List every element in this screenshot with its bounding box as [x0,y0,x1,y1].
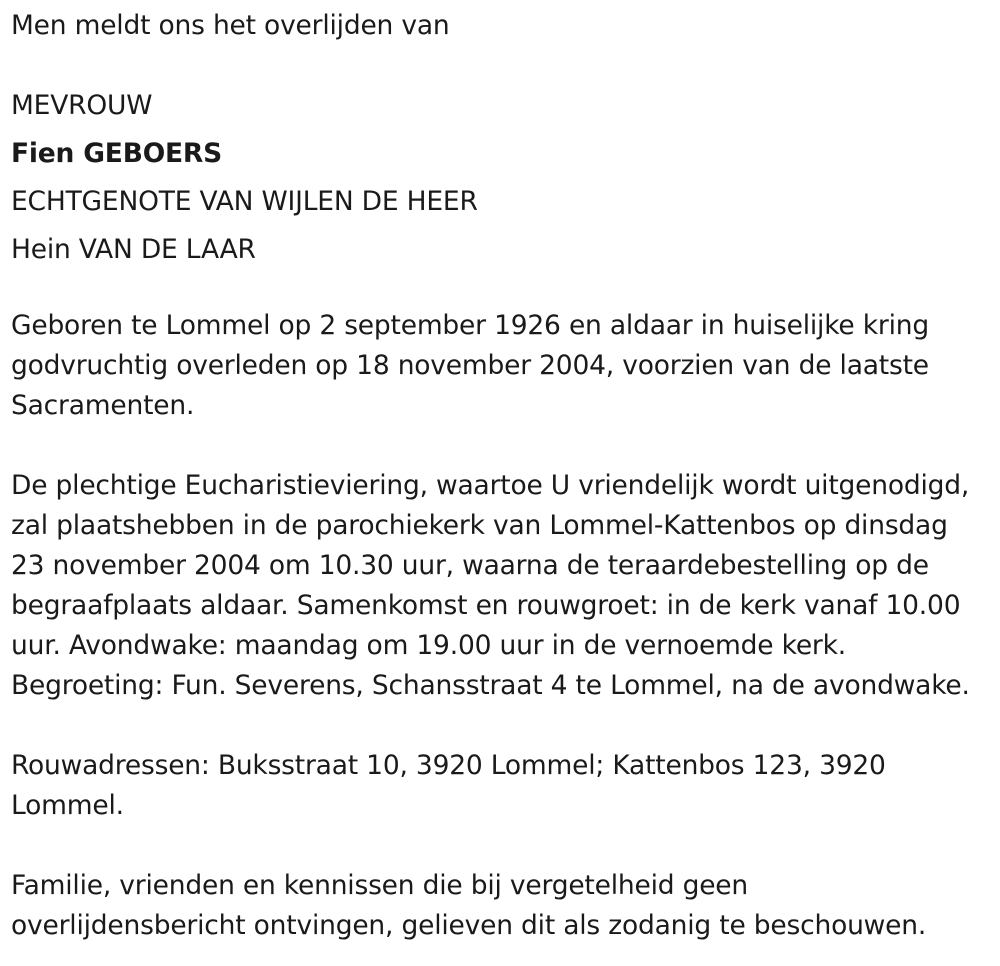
paragraph-line: Lommel. [11,790,124,821]
paragraph-line: Rouwadressen: Buksstraat 10, 3920 Lommel; Kattenbos 123, 3920 [11,750,886,781]
paragraph-line: zal plaatshebben in de parochiekerk van Lommel-Kattenbos op dinsdag [11,510,948,541]
paragraph-line: uur. Avondwake: maandag om 19.00 uur in de vernoemde kerk. [11,630,846,661]
paragraph-line: overlijdensbericht ontvingen, gelieven dit als zodanig te beschouwen. [11,910,927,941]
paragraph-line: Familie, vrienden en kennissen die bij vergetelheid geen [11,870,749,901]
addresses-paragraph [11,746,996,826]
paragraph-line: Begroeting: Fun. Severens, Schansstraat 4 te Lommel, na de avondwake. [11,670,970,701]
paragraph-line: godvruchtig overleden op 18 november 2004, voorzien van de laatste [11,350,929,381]
birth-paragraph [11,306,996,426]
deceased-name: Fien GEBOERS [11,138,223,169]
paragraph-line: Geboren te Lommel op 2 september 1926 en aldaar in huiselijke kring [11,310,929,341]
spouse-name: Hein VAN DE LAAR [11,234,256,265]
paragraph-line: Sacramenten. [11,390,195,421]
paragraph-line: De plechtige Eucharistieviering, waartoe U vriendelijk wordt uitgenodigd, [11,470,970,501]
death-notice [11,0,996,946]
honorific: MEVROUW [11,90,153,121]
intro-line: Men meldt ons het overlijden van [11,10,450,41]
paragraph-line: 23 november 2004 om 10.30 uur, waarna de teraardebestelling op de [11,550,929,581]
relation-line: ECHTGENOTE VAN WIJLEN DE HEER [11,186,478,217]
ceremony-paragraph [11,466,996,706]
paragraph-line: begraafplaats aldaar. Samenkomst en rouwgroet: in de kerk vanaf 10.00 [11,590,961,621]
closing-paragraph [11,866,996,946]
